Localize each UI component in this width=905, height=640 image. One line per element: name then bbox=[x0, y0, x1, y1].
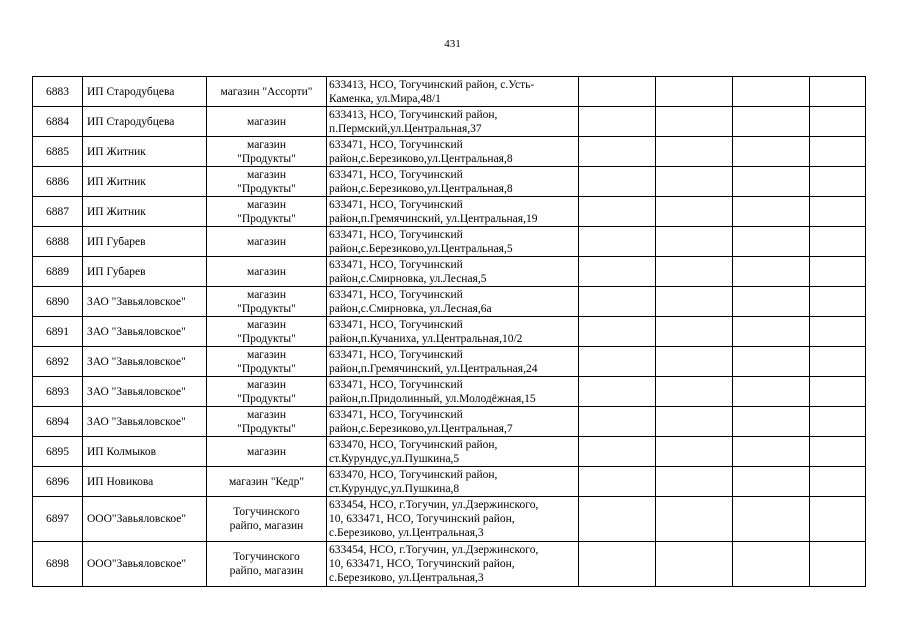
object-type-cell: магазин "Продукты" bbox=[207, 377, 327, 407]
empty-cell bbox=[579, 467, 656, 497]
empty-cell bbox=[810, 167, 866, 197]
table-row bbox=[33, 347, 866, 377]
empty-cell bbox=[656, 137, 733, 167]
empty-cell bbox=[656, 257, 733, 287]
empty-cell bbox=[810, 197, 866, 227]
empty-cell bbox=[810, 467, 866, 497]
organization-name-cell: ЗАО "Завьяловское" bbox=[83, 377, 207, 407]
address-cell: 633471, НСО, Тогучинский район,с.Березиково,ул.Центральная,7 bbox=[327, 407, 579, 437]
table-row bbox=[33, 542, 866, 587]
row-number-cell: 6890 bbox=[33, 287, 83, 317]
empty-cell bbox=[579, 257, 656, 287]
row-number-cell: 6894 bbox=[33, 407, 83, 437]
row-number-cell: 6891 bbox=[33, 317, 83, 347]
table-row bbox=[33, 377, 866, 407]
empty-cell bbox=[810, 497, 866, 542]
organization-name-cell: ИП Стародубцева bbox=[83, 107, 207, 137]
empty-cell bbox=[733, 77, 810, 107]
address-cell: 633413, НСО, Тогучинский район, п.Пермский,ул.Центральная,37 bbox=[327, 107, 579, 137]
object-type-cell: Тогучинского райпо, магазин bbox=[207, 542, 327, 587]
empty-cell bbox=[733, 542, 810, 587]
empty-cell bbox=[579, 107, 656, 137]
table-row bbox=[33, 227, 866, 257]
object-type-cell: магазин "Продукты" bbox=[207, 287, 327, 317]
organization-name-cell: ИП Губарев bbox=[83, 227, 207, 257]
row-number-cell: 6888 bbox=[33, 227, 83, 257]
row-number-cell: 6884 bbox=[33, 107, 83, 137]
address-cell: 633454, НСО, г.Тогучин, ул.Дзержинского, 10, 633471, НСО, Тогучинский район, с.Березиково, ул.Центральная,3 bbox=[327, 497, 579, 542]
empty-cell bbox=[579, 377, 656, 407]
row-number-cell: 6883 bbox=[33, 77, 83, 107]
empty-cell bbox=[733, 347, 810, 377]
row-number-cell: 6885 bbox=[33, 137, 83, 167]
object-type-cell: магазин bbox=[207, 227, 327, 257]
organization-name-cell: ИП Житник bbox=[83, 197, 207, 227]
empty-cell bbox=[579, 77, 656, 107]
empty-cell bbox=[810, 107, 866, 137]
organization-name-cell: ИП Стародубцева bbox=[83, 77, 207, 107]
registry-table bbox=[32, 76, 866, 587]
object-type-cell: магазин "Продукты" bbox=[207, 347, 327, 377]
address-cell: 633471, НСО, Тогучинский район,п.Гремячинский, ул.Центральная,24 bbox=[327, 347, 579, 377]
organization-name-cell: ЗАО "Завьяловское" bbox=[83, 407, 207, 437]
empty-cell bbox=[810, 542, 866, 587]
empty-cell bbox=[579, 287, 656, 317]
empty-cell bbox=[656, 227, 733, 257]
row-number-cell: 6896 bbox=[33, 467, 83, 497]
empty-cell bbox=[733, 107, 810, 137]
row-number-cell: 6887 bbox=[33, 197, 83, 227]
table-row bbox=[33, 437, 866, 467]
empty-cell bbox=[656, 542, 733, 587]
empty-cell bbox=[579, 542, 656, 587]
empty-cell bbox=[733, 317, 810, 347]
empty-cell bbox=[810, 227, 866, 257]
row-number-cell: 6895 bbox=[33, 437, 83, 467]
empty-cell bbox=[810, 377, 866, 407]
empty-cell bbox=[733, 407, 810, 437]
empty-cell bbox=[656, 437, 733, 467]
empty-cell bbox=[579, 227, 656, 257]
object-type-cell: магазин bbox=[207, 257, 327, 287]
organization-name-cell: ИП Житник bbox=[83, 137, 207, 167]
organization-name-cell: ИП Новикова bbox=[83, 467, 207, 497]
empty-cell bbox=[579, 167, 656, 197]
address-cell: 633471, НСО, Тогучинский район,с.Березиково,ул.Центральная,5 bbox=[327, 227, 579, 257]
address-cell: 633471, НСО, Тогучинский район,п.Придолинный, ул.Молодёжная,15 bbox=[327, 377, 579, 407]
empty-cell bbox=[656, 467, 733, 497]
empty-cell bbox=[810, 347, 866, 377]
empty-cell bbox=[733, 227, 810, 257]
table-row bbox=[33, 137, 866, 167]
empty-cell bbox=[579, 317, 656, 347]
organization-name-cell: ИП Губарев bbox=[83, 257, 207, 287]
organization-name-cell: ИП Житник bbox=[83, 167, 207, 197]
row-number-cell: 6886 bbox=[33, 167, 83, 197]
empty-cell bbox=[733, 137, 810, 167]
organization-name-cell: ООО"Завьяловское" bbox=[83, 542, 207, 587]
address-cell: 633471, НСО, Тогучинский район,п.Кучаниха, ул.Центральная,10/2 bbox=[327, 317, 579, 347]
object-type-cell: магазин "Продукты" bbox=[207, 317, 327, 347]
address-cell: 633454, НСО, г.Тогучин, ул.Дзержинского, 10, 633471, НСО, Тогучинский район, с.Березиково, ул.Центральная,3 bbox=[327, 542, 579, 587]
table-row bbox=[33, 167, 866, 197]
empty-cell bbox=[656, 377, 733, 407]
page-number: 431 bbox=[444, 38, 461, 50]
empty-cell bbox=[656, 167, 733, 197]
table-row bbox=[33, 287, 866, 317]
table-row bbox=[33, 407, 866, 437]
empty-cell bbox=[579, 407, 656, 437]
empty-cell bbox=[733, 197, 810, 227]
object-type-cell: магазин bbox=[207, 107, 327, 137]
empty-cell bbox=[656, 197, 733, 227]
organization-name-cell: ИП Колмыков bbox=[83, 437, 207, 467]
empty-cell bbox=[579, 347, 656, 377]
address-cell: 633471, НСО, Тогучинский район,п.Гремячинский, ул.Центральная,19 bbox=[327, 197, 579, 227]
empty-cell bbox=[810, 287, 866, 317]
empty-cell bbox=[656, 497, 733, 542]
table-body bbox=[33, 77, 866, 587]
table-row bbox=[33, 107, 866, 137]
address-cell: 633471, НСО, Тогучинский район,с.Смирновка, ул.Лесная,5 bbox=[327, 257, 579, 287]
table-row bbox=[33, 77, 866, 107]
empty-cell bbox=[733, 257, 810, 287]
organization-name-cell: ЗАО "Завьяловское" bbox=[83, 317, 207, 347]
table-row bbox=[33, 317, 866, 347]
empty-cell bbox=[733, 497, 810, 542]
object-type-cell: магазин "Продукты" bbox=[207, 167, 327, 197]
row-number-cell: 6893 bbox=[33, 377, 83, 407]
empty-cell bbox=[656, 107, 733, 137]
object-type-cell: магазин "Продукты" bbox=[207, 137, 327, 167]
organization-name-cell: ООО"Завьяловское" bbox=[83, 497, 207, 542]
empty-cell bbox=[579, 437, 656, 467]
empty-cell bbox=[810, 77, 866, 107]
address-cell: 633470, НСО, Тогучинский район, ст.Курундус,ул.Пушкина,5 bbox=[327, 437, 579, 467]
empty-cell bbox=[733, 437, 810, 467]
row-number-cell: 6898 bbox=[33, 542, 83, 587]
empty-cell bbox=[656, 77, 733, 107]
empty-cell bbox=[579, 497, 656, 542]
object-type-cell: магазин bbox=[207, 437, 327, 467]
empty-cell bbox=[579, 197, 656, 227]
empty-cell bbox=[810, 407, 866, 437]
address-cell: 633470, НСО, Тогучинский район, ст.Курундус,ул.Пушкина,8 bbox=[327, 467, 579, 497]
empty-cell bbox=[810, 437, 866, 467]
empty-cell bbox=[733, 467, 810, 497]
object-type-cell: магазин "Ассорти" bbox=[207, 77, 327, 107]
table-row bbox=[33, 257, 866, 287]
table-row bbox=[33, 197, 866, 227]
empty-cell bbox=[810, 137, 866, 167]
object-type-cell: магазин "Продукты" bbox=[207, 407, 327, 437]
address-cell: 633471, НСО, Тогучинский район,с.Смирновка, ул.Лесная,6а bbox=[327, 287, 579, 317]
object-type-cell: магазин "Продукты" bbox=[207, 197, 327, 227]
empty-cell bbox=[656, 347, 733, 377]
empty-cell bbox=[656, 287, 733, 317]
empty-cell bbox=[810, 317, 866, 347]
empty-cell bbox=[579, 137, 656, 167]
organization-name-cell: ЗАО "Завьяловское" bbox=[83, 347, 207, 377]
table-row bbox=[33, 467, 866, 497]
empty-cell bbox=[733, 287, 810, 317]
empty-cell bbox=[656, 407, 733, 437]
table-row bbox=[33, 497, 866, 542]
row-number-cell: 6892 bbox=[33, 347, 83, 377]
organization-name-cell: ЗАО "Завьяловское" bbox=[83, 287, 207, 317]
empty-cell bbox=[656, 317, 733, 347]
address-cell: 633471, НСО, Тогучинский район,с.Березиково,ул.Центральная,8 bbox=[327, 137, 579, 167]
address-cell: 633413, НСО, Тогучинский район, с.Усть- Каменка, ул.Мира,48/1 bbox=[327, 77, 579, 107]
object-type-cell: магазин "Кедр" bbox=[207, 467, 327, 497]
row-number-cell: 6897 bbox=[33, 497, 83, 542]
empty-cell bbox=[733, 377, 810, 407]
object-type-cell: Тогучинского райпо, магазин bbox=[207, 497, 327, 542]
address-cell: 633471, НСО, Тогучинский район,с.Березиково,ул.Центральная,8 bbox=[327, 167, 579, 197]
empty-cell bbox=[810, 257, 866, 287]
row-number-cell: 6889 bbox=[33, 257, 83, 287]
empty-cell bbox=[733, 167, 810, 197]
